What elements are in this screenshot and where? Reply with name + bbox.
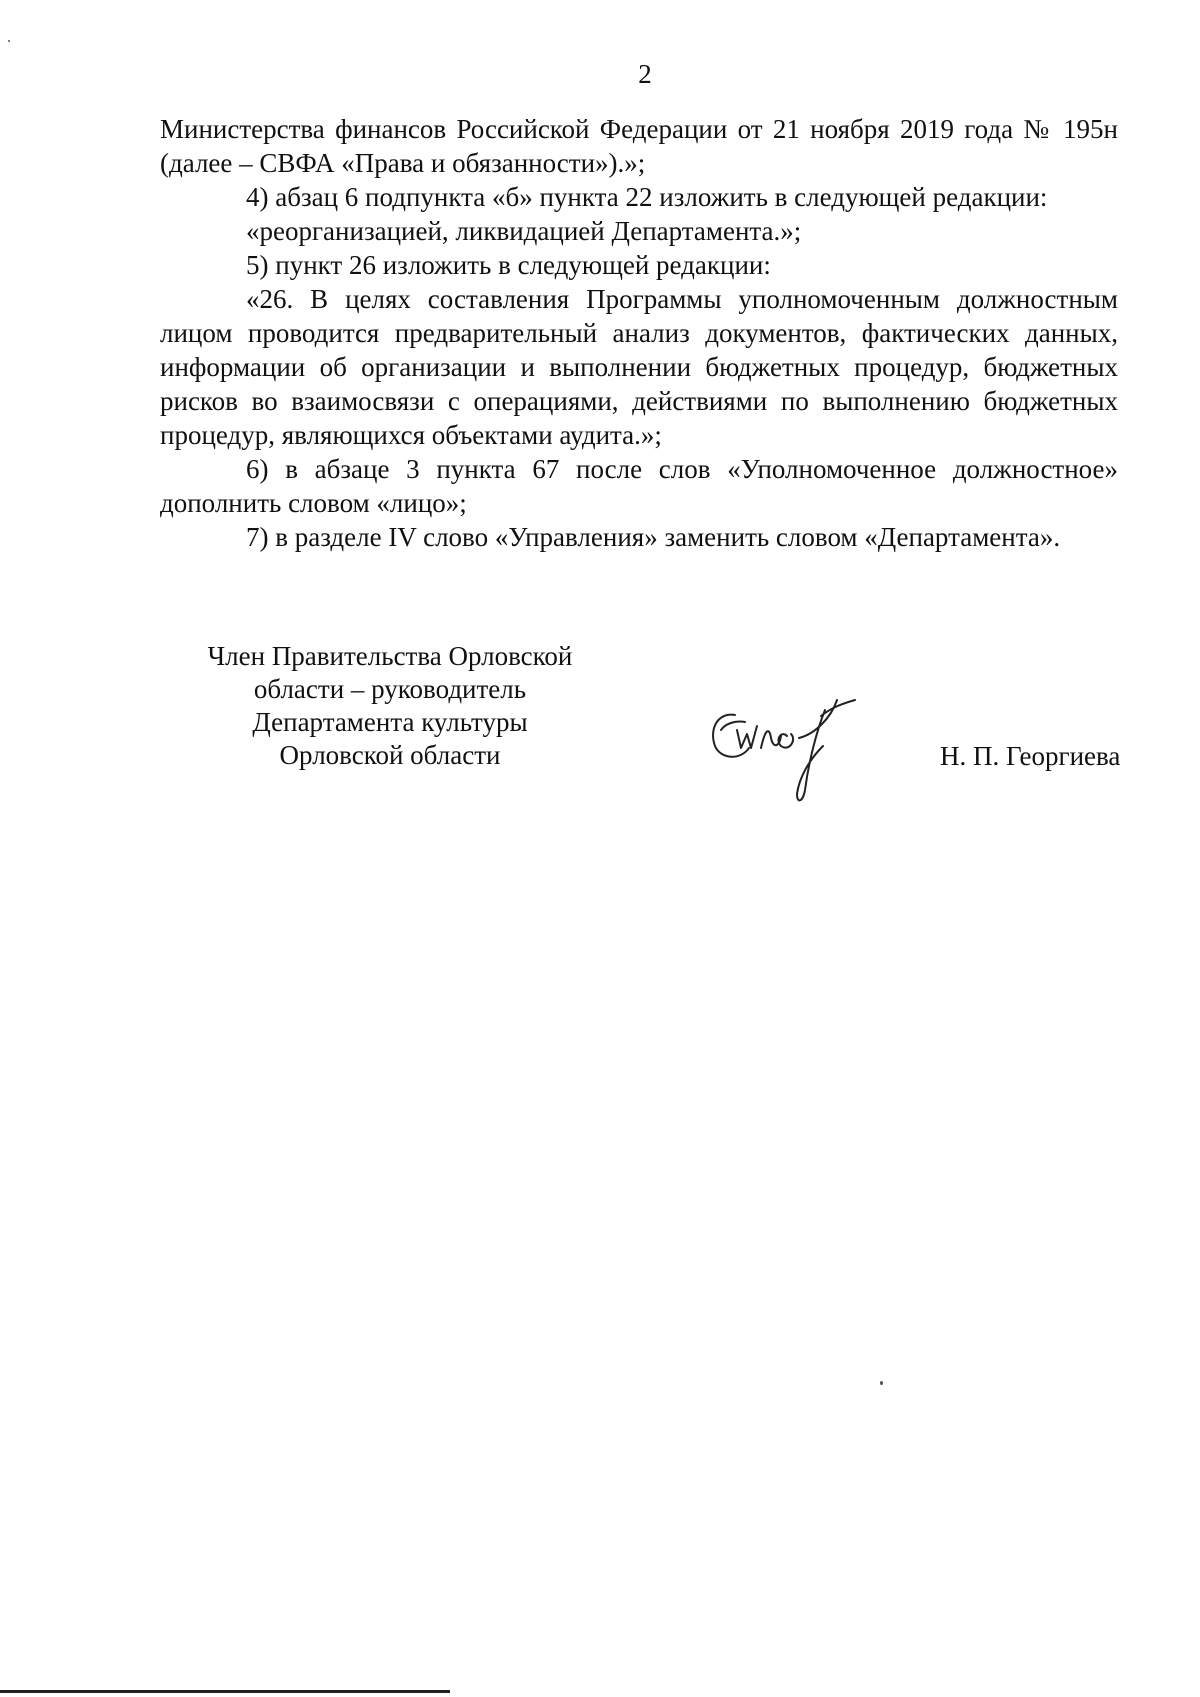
signer-position	[190, 640, 590, 772]
paragraph-item-5: 5) пункт 26 изложить в следующей редакции:	[246, 250, 771, 280]
paragraph-item-5-text: «26. В целях составления Программы уполномоченным должностным лицом проводится предварительный анализ документов, фактических данных, информации об организации и выполнении бюджетных процедур, бюджетных рисков во взаимосвязи с операциями, действиями по выполнению бюджетных процедур, являющихся объектами аудита.»;	[160, 284, 1118, 450]
paragraph-item-6: 6) в абзаце 3 пункта 67 после слов «Уполномоченное должностное» дополнить словом «лицо»;	[160, 454, 1118, 518]
signer-position-line: области – руководитель	[253, 674, 527, 704]
paragraph-item-4-text: «реорганизацией, ликвидацией Департамента.»;	[246, 216, 802, 246]
signer-name: Н. П. Георгиева	[940, 741, 1121, 771]
page-number: 2	[638, 59, 652, 89]
scan-edge-rule	[0, 1690, 450, 1693]
document-body	[160, 112, 1118, 554]
handwritten-signature	[705, 690, 865, 810]
signer-position-line: Орловской области	[279, 740, 501, 770]
paragraph-continuation: Министерства финансов Российской Федерации от 21 ноября 2019 года № 195н (далее – СВФА «Права и обязанности»).»;	[160, 114, 1118, 178]
paragraph-item-4: 4) абзац 6 подпункта «б» пункта 22 изложить в следующей редакции:	[246, 182, 1048, 212]
signer-position-line: Департамента культуры	[252, 707, 528, 737]
signer-position-line: Член Правительства Орловской	[207, 641, 573, 671]
scan-speck	[880, 1381, 883, 1385]
paragraph-item-7: 7) в разделе IV слово «Управления» заменить словом «Департамента».	[246, 522, 1061, 552]
scan-speck	[8, 40, 10, 42]
